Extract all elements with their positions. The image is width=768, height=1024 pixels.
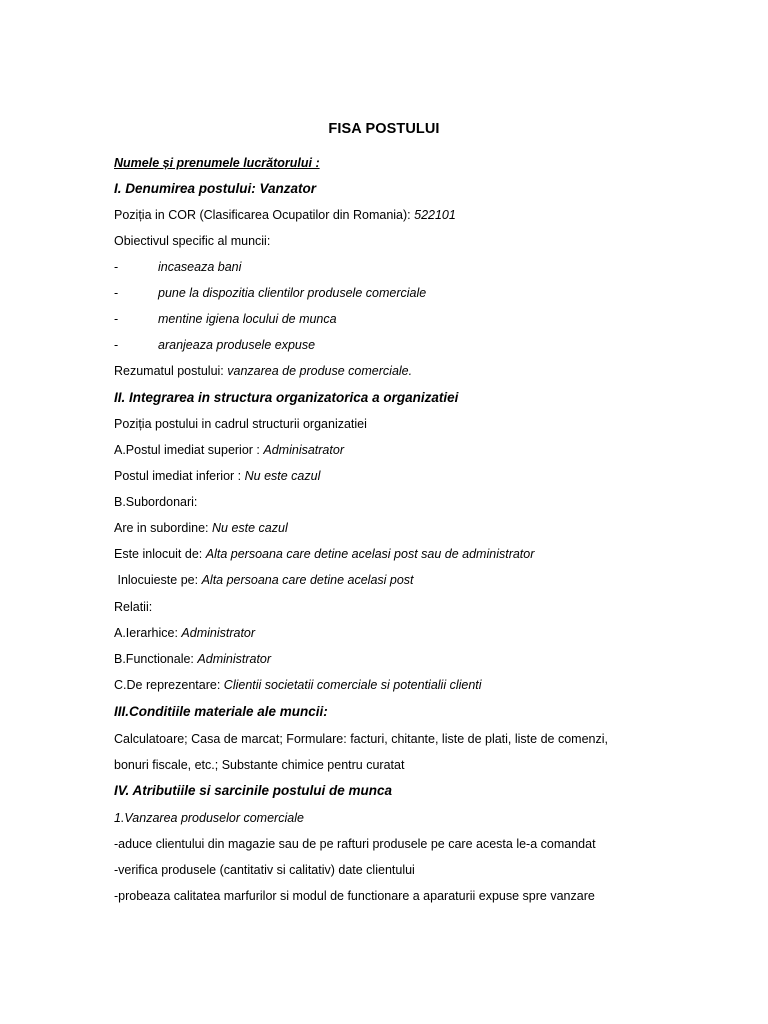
replaced-by-label: Este inlocuit de: [114,547,203,561]
section-1-heading: I. Denumirea postului: Vanzator [114,181,317,196]
section-4-heading: IV. Atributiile si sarcinile postului de munca [114,783,393,798]
conditions-line-1: Calculatoare; Casa de marcat; Formulare: facturi, chitante, liste de plati, liste de comenzi, [114,732,608,746]
page-title: FISA POSTULUI [328,121,440,137]
bullet-text: mentine igiena locului de munca [158,312,337,326]
section-3-heading: III.Conditiile materiale ale muncii: [114,704,328,719]
inferior-line [114,468,320,484]
has-subordinates-label: Are in subordine: [114,521,209,535]
cor-label: Poziția in COR (Clasificarea Ocupatilor din Romania): [114,208,411,222]
functional-value: Administrator [197,652,272,666]
summary-value: vanzarea de produse comerciale. [227,364,413,378]
relations-label: Relatii: [114,600,153,614]
worker-name-label: Numele și prenumele lucrătorului : [114,156,320,170]
replaced-by-value: Alta persoana care detine acelasi post sau de administrator [205,547,535,561]
position-structure: Poziția postului in cadrul structurii organizatiei [114,417,367,431]
bullet-text: aranjeaza produsele expuse [158,338,316,352]
subordinates-label: B.Subordonari: [114,495,198,509]
section-2-heading: II. Integrarea in structura organizatorica a organizatiei [114,390,459,405]
functional-line [114,651,271,667]
replaced-by-line [114,546,534,562]
representation-line [114,677,482,693]
task-line: -verifica produsele (cantitativ si calitativ) date clientului [114,863,415,877]
inferior-value: Nu este cazul [244,469,321,483]
has-subordinates-line [114,520,288,536]
representation-label: C.De reprezentare: [114,678,221,692]
functional-label: B.Functionale: [114,652,194,666]
bullet-text: incaseaza bani [158,260,242,274]
bullet-dash: - [114,286,119,300]
cor-value: 522101 [414,208,456,222]
hierarchical-label: A.Ierarhice: [114,626,178,640]
bullet-text: pune la dispozitia clientilor produsele comerciale [158,286,427,300]
superior-label: A.Postul imediat superior : [114,443,260,457]
objective-label: Obiectivul specific al muncii: [114,234,271,248]
replaces-value: Alta persoana care detine acelasi post [201,573,414,587]
inferior-label: Postul imediat inferior : [114,469,242,483]
bullet-dash: - [114,338,119,352]
subsection-1-heading: 1.Vanzarea produselor comerciale [114,811,304,825]
replaces-label: Inlocuieste pe: [114,573,199,587]
summary-line [114,363,412,379]
superior-line [114,442,344,458]
cor-line [114,207,456,223]
conditions-line-2: bonuri fiscale, etc.; Substante chimice pentru curatat [114,758,405,772]
replaces-line [114,572,414,588]
has-subordinates-value: Nu este cazul [212,521,288,535]
hierarchical-line [114,625,255,641]
task-line: -probeaza calitatea marfurilor si modul de functionare a aparaturii expuse spre vanzare [114,889,595,903]
hierarchical-value: Administrator [181,626,256,640]
superior-value: Adminisatrator [263,443,344,457]
bullet-dash: - [114,260,119,274]
task-line: -aduce clientului din magazie sau de pe rafturi produsele pe care acesta le-a comandat [114,837,596,851]
representation-value: Clientii societatii comerciale si potentialii clienti [223,678,482,692]
bullet-dash: - [114,312,119,326]
summary-label: Rezumatul postului: [114,364,224,378]
